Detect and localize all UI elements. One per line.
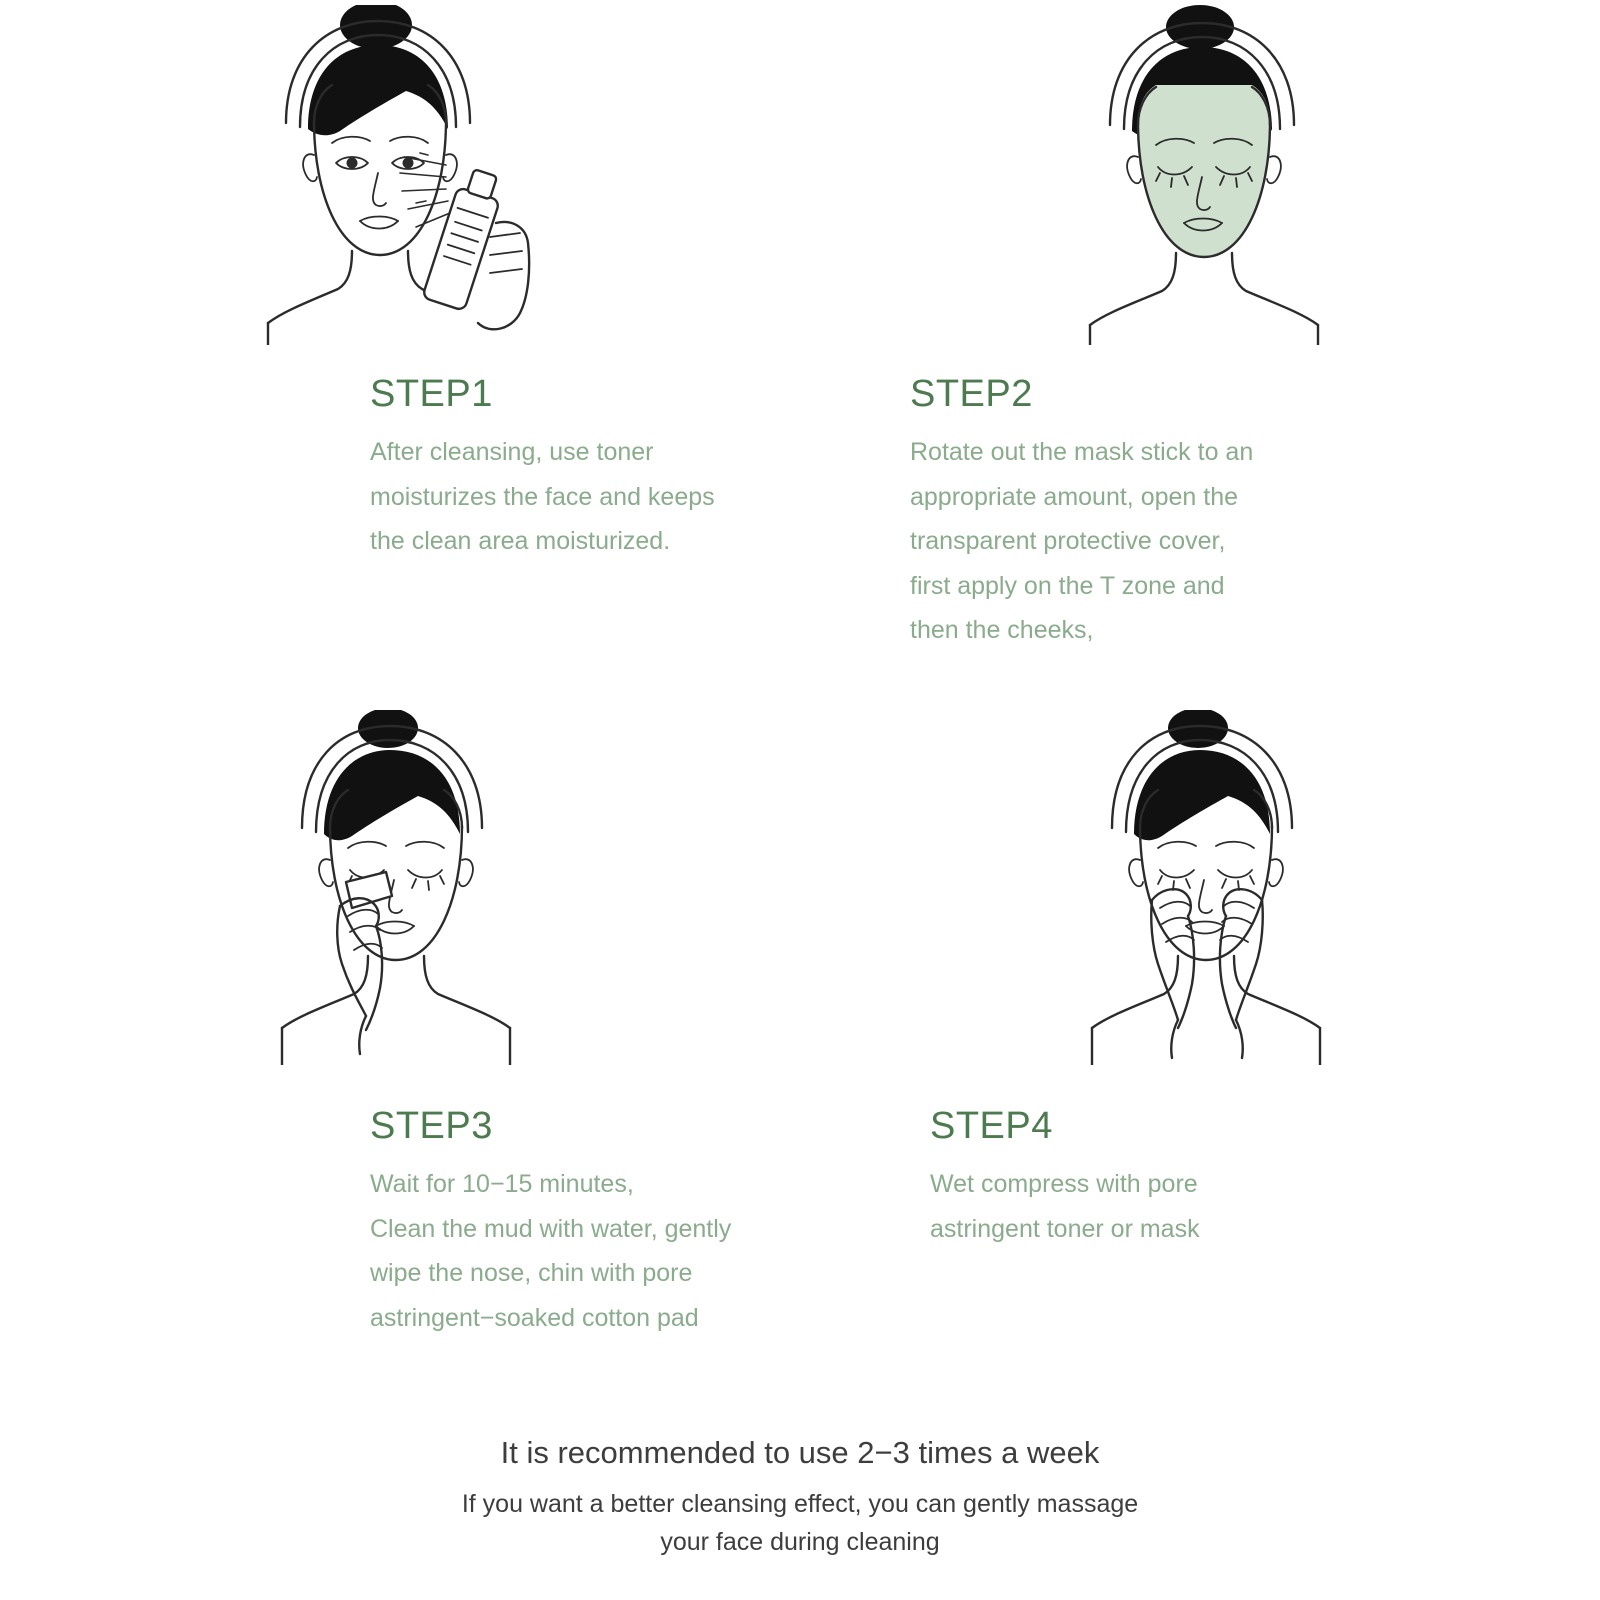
step2-line-4: first apply on the T zone and [910, 571, 1225, 600]
step4-line-1: Wet compress with pore [930, 1170, 1198, 1198]
step4-line-2: astringent toner or mask [930, 1214, 1200, 1243]
step1-line-3: the clean area moisturized. [370, 527, 671, 555]
step1-line-1: After cleansing, use toner [370, 438, 654, 466]
step3-title: STEP3 [370, 1105, 493, 1147]
step1-title: STEP1 [370, 373, 493, 415]
step-card-3 [0, 710, 800, 1420]
footer-recommendation: It is recommended to use 2−3 times a week [500, 1435, 1100, 1470]
woman-with-green-mask-icon [1000, 5, 1400, 345]
step1-illustration [0, 0, 800, 345]
step2-line-3: transparent protective cover, [910, 527, 1226, 555]
step2-title: STEP2 [910, 373, 1033, 415]
footer-note [0, 1430, 1600, 1562]
woman-wiping-cheek-icon [190, 710, 610, 1065]
step3-body [370, 1162, 731, 1340]
step4-body [930, 1162, 1200, 1251]
woman-pressing-both-cheeks-icon [990, 710, 1410, 1065]
step2-line-1: Rotate out the mask stick to an [910, 438, 1254, 466]
step-card-4 [800, 710, 1600, 1420]
footer-tip-line-1: If you want a better cleansing effect, you can gently massage [461, 1489, 1139, 1518]
step1-body [370, 430, 715, 564]
step-card-2 [800, 0, 1600, 710]
footer-tip-line-2: your face during cleaning [660, 1528, 940, 1557]
step3-illustration [0, 710, 800, 1065]
step4-title: STEP4 [930, 1105, 1053, 1147]
woman-spraying-toner-icon [190, 5, 610, 345]
step2-body [910, 430, 1253, 653]
step-card-1 [0, 0, 800, 710]
step2-line-2: appropriate amount, open the [910, 482, 1239, 511]
step2-line-5: then the cheeks, [910, 616, 1094, 644]
step3-line-3: wipe the nose, chin with pore [370, 1259, 693, 1287]
footer-tip [0, 1485, 1600, 1563]
step4-illustration [800, 710, 1600, 1065]
step1-line-2: moisturizes the face and keeps [370, 482, 715, 511]
step3-line-4: astringent−soaked cotton pad [370, 1303, 699, 1332]
step3-line-2: Clean the mud with water, gently [370, 1214, 732, 1243]
step3-line-1: Wait for 10−15 minutes, [370, 1170, 634, 1198]
step2-illustration [800, 0, 1600, 345]
